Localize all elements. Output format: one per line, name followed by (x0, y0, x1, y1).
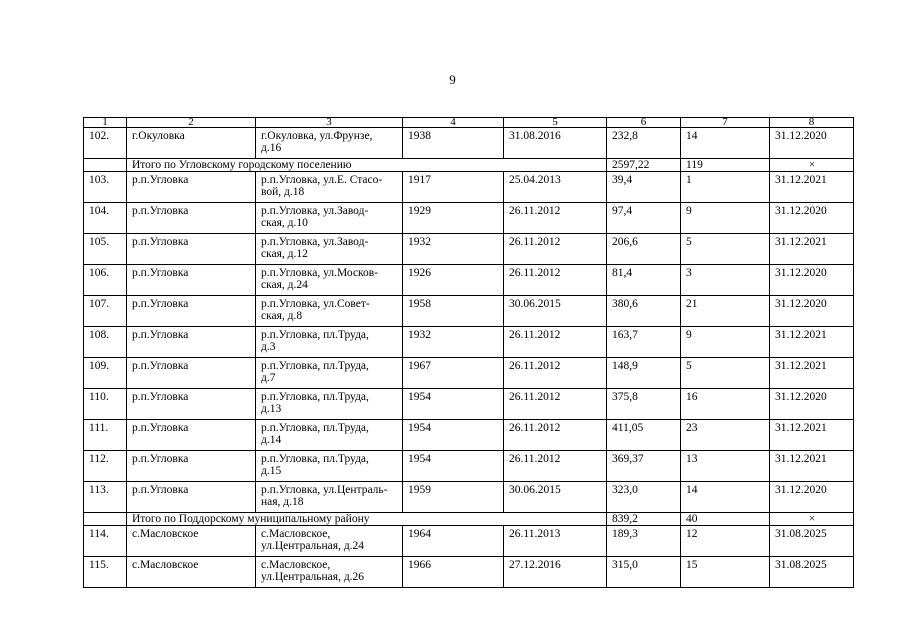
locality-cell: р.п.Угловка (127, 389, 256, 420)
table-row (84, 389, 854, 420)
area-cell: 839,2 (607, 513, 681, 526)
locality-cell: р.п.Угловка (127, 172, 256, 203)
table-row (84, 128, 854, 159)
count-cell: 21 (681, 296, 770, 327)
address-line-2: ул.Центральная, д.26 (261, 571, 365, 583)
deadline-cell: × (770, 513, 854, 526)
address-cell (256, 203, 403, 234)
year-cell: 1954 (403, 420, 504, 451)
locality-cell: р.п.Угловка (127, 296, 256, 327)
deadline-cell: 31.12.2020 (770, 265, 854, 296)
count-cell: 13 (681, 451, 770, 482)
address-line-1: р.п.Угловка, ул.Завод- (261, 205, 369, 217)
date-cell: 26.11.2013 (504, 526, 607, 557)
housing-registry-table (83, 117, 854, 588)
row-number-cell: 109. (84, 358, 127, 389)
date-cell: 30.06.2015 (504, 482, 607, 513)
address-cell (256, 482, 403, 513)
row-number-cell: 115. (84, 557, 127, 588)
area-cell: 189,3 (607, 526, 681, 557)
count-cell: 14 (681, 482, 770, 513)
year-cell: 1959 (403, 482, 504, 513)
deadline-cell: 31.12.2021 (770, 327, 854, 358)
count-cell: 15 (681, 557, 770, 588)
date-cell: 26.11.2012 (504, 327, 607, 358)
area-cell: 97,4 (607, 203, 681, 234)
address-line-1: р.п.Угловка, ул.Москов- (261, 267, 379, 279)
subtotal-label: Итого по Поддорскому муниципальному району (127, 513, 607, 526)
subtotal-row (84, 513, 854, 526)
address-line-2: д.13 (261, 403, 282, 415)
date-cell: 31.08.2016 (504, 128, 607, 159)
address-cell (256, 296, 403, 327)
year-cell: 1967 (403, 358, 504, 389)
address-line-1: р.п.Угловка, ул.Централь- (261, 484, 388, 496)
address-line-2: д.16 (261, 142, 282, 154)
address-line-2: д.3 (261, 341, 276, 353)
date-cell: 26.11.2012 (504, 265, 607, 296)
year-cell: 1929 (403, 203, 504, 234)
area-cell: 232,8 (607, 128, 681, 159)
deadline-cell: 31.12.2020 (770, 482, 854, 513)
address-line-1: р.п.Угловка, пл.Труда, (261, 453, 369, 465)
address-line-1: г.Окуловка, ул.Фрунзе, (261, 130, 373, 142)
row-number-cell: 105. (84, 234, 127, 265)
row-number-cell: 107. (84, 296, 127, 327)
column-header: 8 (770, 118, 854, 128)
date-cell: 26.11.2012 (504, 420, 607, 451)
row-number-cell: 111. (84, 420, 127, 451)
area-cell: 206,6 (607, 234, 681, 265)
table-row (84, 451, 854, 482)
date-cell: 26.11.2012 (504, 451, 607, 482)
row-number-cell: 114. (84, 526, 127, 557)
deadline-cell: 31.12.2020 (770, 296, 854, 327)
locality-cell: р.п.Угловка (127, 203, 256, 234)
address-line-1: р.п.Угловка, пл.Труда, (261, 391, 369, 403)
count-cell: 14 (681, 128, 770, 159)
count-cell: 3 (681, 265, 770, 296)
column-header: 6 (607, 118, 681, 128)
address-line-2: д.7 (261, 372, 276, 384)
count-cell: 5 (681, 234, 770, 265)
year-cell: 1958 (403, 296, 504, 327)
year-cell: 1938 (403, 128, 504, 159)
column-number-row (84, 118, 854, 128)
address-line-1: р.п.Угловка, ул.Завод- (261, 236, 369, 248)
address-cell (256, 420, 403, 451)
date-cell: 30.06.2015 (504, 296, 607, 327)
deadline-cell: 31.12.2021 (770, 172, 854, 203)
address-cell (256, 389, 403, 420)
area-cell: 323,0 (607, 482, 681, 513)
row-number-cell: 113. (84, 482, 127, 513)
year-cell: 1926 (403, 265, 504, 296)
table-row (84, 358, 854, 389)
table-row (84, 557, 854, 588)
address-line-2: ская, д.24 (261, 279, 308, 291)
table-row (84, 526, 854, 557)
address-line-1: р.п.Угловка, пл.Труда, (261, 360, 369, 372)
table-row (84, 482, 854, 513)
deadline-cell: 31.08.2025 (770, 557, 854, 588)
address-line-1: р.п.Угловка, пл.Труда, (261, 329, 369, 341)
table-row (84, 327, 854, 358)
locality-cell: с.Масловское (127, 557, 256, 588)
row-number-cell (84, 159, 127, 172)
address-cell (256, 451, 403, 482)
area-cell: 411,05 (607, 420, 681, 451)
area-cell: 81,4 (607, 265, 681, 296)
address-cell (256, 172, 403, 203)
address-line-1: с.Масловское, (261, 528, 331, 540)
address-cell (256, 265, 403, 296)
locality-cell: р.п.Угловка (127, 265, 256, 296)
deadline-cell: 31.12.2020 (770, 203, 854, 234)
address-line-1: р.п.Угловка, ул.Е. Стасо- (261, 174, 383, 186)
column-header: 2 (127, 118, 256, 128)
address-line-1: с.Масловское, (261, 559, 331, 571)
year-cell: 1954 (403, 389, 504, 420)
count-cell: 5 (681, 358, 770, 389)
deadline-cell: 31.12.2020 (770, 128, 854, 159)
column-header: 5 (504, 118, 607, 128)
deadline-cell: 31.12.2020 (770, 389, 854, 420)
address-cell (256, 526, 403, 557)
locality-cell: р.п.Угловка (127, 234, 256, 265)
locality-cell: р.п.Угловка (127, 358, 256, 389)
column-header: 4 (403, 118, 504, 128)
row-number-cell: 110. (84, 389, 127, 420)
column-header: 3 (256, 118, 403, 128)
deadline-cell: 31.12.2021 (770, 358, 854, 389)
subtotal-row (84, 159, 854, 172)
area-cell: 375,8 (607, 389, 681, 420)
count-cell: 16 (681, 389, 770, 420)
page-number: 9 (449, 72, 456, 87)
year-cell: 1954 (403, 451, 504, 482)
date-cell: 25.04.2013 (504, 172, 607, 203)
area-cell: 148,9 (607, 358, 681, 389)
address-line-2: д.15 (261, 465, 282, 477)
row-number-cell: 103. (84, 172, 127, 203)
year-cell: 1932 (403, 234, 504, 265)
address-line-2: вой, д.18 (261, 186, 305, 198)
locality-cell: р.п.Угловка (127, 451, 256, 482)
row-number-cell: 112. (84, 451, 127, 482)
address-line-2: ская, д.10 (261, 217, 308, 229)
table-row (84, 420, 854, 451)
address-cell (256, 234, 403, 265)
table-row (84, 296, 854, 327)
area-cell: 2597,22 (607, 159, 681, 172)
address-line-2: ная, д.18 (261, 496, 304, 508)
row-number-cell: 106. (84, 265, 127, 296)
address-line-1: р.п.Угловка, пл.Труда, (261, 422, 369, 434)
year-cell: 1932 (403, 327, 504, 358)
locality-cell: р.п.Угловка (127, 482, 256, 513)
address-line-1: р.п.Угловка, ул.Совет- (261, 298, 370, 310)
locality-cell: с.Масловское (127, 526, 256, 557)
date-cell: 26.11.2012 (504, 234, 607, 265)
address-cell (256, 327, 403, 358)
year-cell: 1917 (403, 172, 504, 203)
column-header: 1 (84, 118, 127, 128)
address-line-2: ская, д.12 (261, 248, 308, 260)
area-cell: 163,7 (607, 327, 681, 358)
table-row (84, 234, 854, 265)
deadline-cell: 31.12.2021 (770, 451, 854, 482)
deadline-cell: 31.12.2021 (770, 234, 854, 265)
date-cell: 27.12.2016 (504, 557, 607, 588)
count-cell: 9 (681, 203, 770, 234)
area-cell: 369,37 (607, 451, 681, 482)
address-line-2: ская, д.8 (261, 310, 303, 322)
area-cell: 380,6 (607, 296, 681, 327)
count-cell: 119 (681, 159, 770, 172)
address-line-2: д.14 (261, 434, 282, 446)
locality-cell: р.п.Угловка (127, 420, 256, 451)
subtotal-label: Итого по Угловскому городскому поселению (127, 159, 607, 172)
table-body (84, 118, 854, 588)
address-cell (256, 557, 403, 588)
count-cell: 23 (681, 420, 770, 451)
address-cell (256, 128, 403, 159)
row-number-cell: 108. (84, 327, 127, 358)
table-row (84, 172, 854, 203)
column-header: 7 (681, 118, 770, 128)
date-cell: 26.11.2012 (504, 203, 607, 234)
row-number-cell: 102. (84, 128, 127, 159)
address-cell (256, 358, 403, 389)
row-number-cell (84, 513, 127, 526)
date-cell: 26.11.2012 (504, 389, 607, 420)
count-cell: 9 (681, 327, 770, 358)
address-line-2: ул.Центральная, д.24 (261, 540, 365, 552)
table-row (84, 203, 854, 234)
locality-cell: р.п.Угловка (127, 327, 256, 358)
count-cell: 1 (681, 172, 770, 203)
year-cell: 1964 (403, 526, 504, 557)
area-cell: 39,4 (607, 172, 681, 203)
deadline-cell: 31.08.2025 (770, 526, 854, 557)
table-row (84, 265, 854, 296)
locality-cell: г.Окуловка (127, 128, 256, 159)
count-cell: 12 (681, 526, 770, 557)
area-cell: 315,0 (607, 557, 681, 588)
row-number-cell: 104. (84, 203, 127, 234)
year-cell: 1966 (403, 557, 504, 588)
count-cell: 40 (681, 513, 770, 526)
deadline-cell: 31.12.2021 (770, 420, 854, 451)
date-cell: 26.11.2012 (504, 358, 607, 389)
deadline-cell: × (770, 159, 854, 172)
